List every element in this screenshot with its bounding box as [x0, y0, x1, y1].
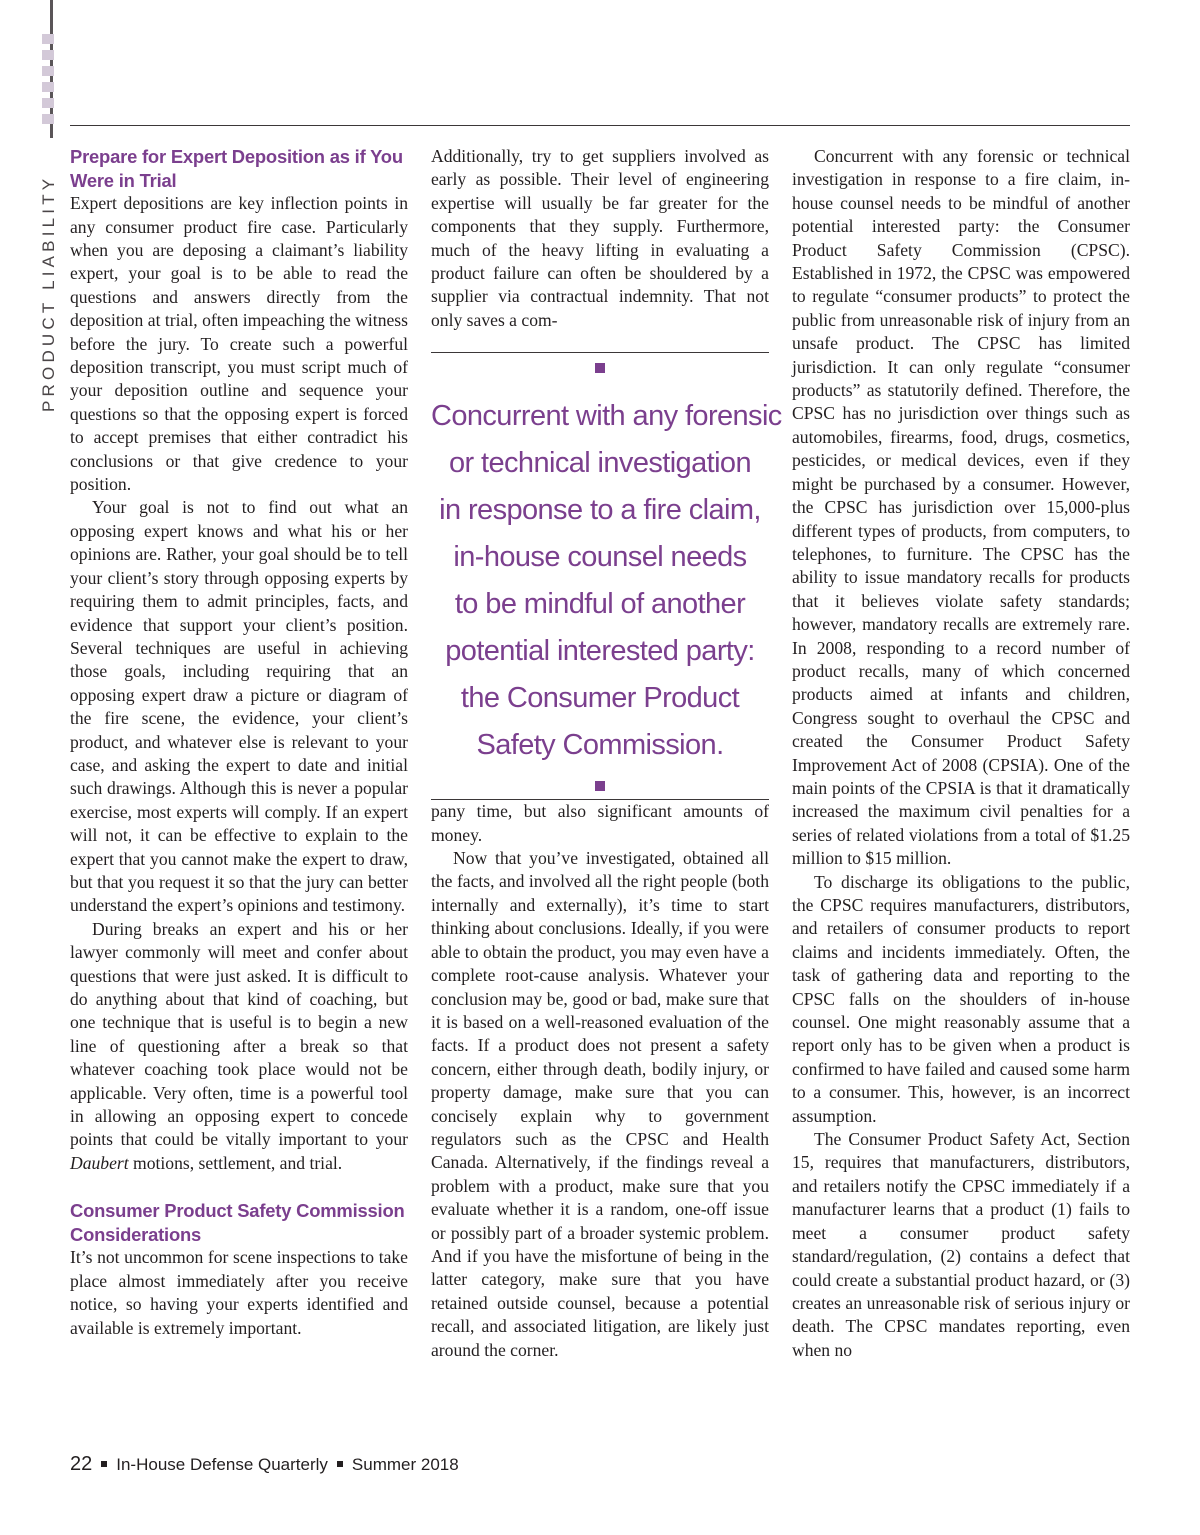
paragraph-text: Additionally, try to get suppliers involved as early as possible. Their level of engineering expertise will usually be far greater for the components that they supply. Furthermore, much of the heavy lifting in evaluating a product failure can often be shouldered by a supplier via contractual indemnity. That not only saves a com-	[431, 146, 769, 330]
case-name-italic: Daubert	[70, 1152, 129, 1173]
issue-date: Summer 2018	[351, 1455, 459, 1474]
side-bar-segment	[42, 50, 54, 60]
pull-quote-line: to be mindful of another	[454, 588, 746, 620]
column-1	[70, 145, 408, 1340]
pull-quote-line: in response to a fire claim,	[439, 494, 761, 526]
heading-expert-deposition: Prepare for Expert Deposition as if You Were in Trial	[70, 146, 403, 191]
paragraph: It’s not uncommon for scene inspections to take place almost immediately after you receive notice, so having your experts identified and available is extremely important.	[70, 1247, 408, 1338]
square-bullet-icon	[101, 1461, 107, 1467]
heading-cpsc-considerations: Consumer Product Safety Commission Considerations	[70, 1200, 405, 1245]
square-bullet-icon	[595, 363, 605, 373]
side-bar-segment	[42, 98, 54, 108]
pull-quote-text	[431, 393, 782, 769]
pull-quote-line: Safety Commission.	[476, 729, 724, 761]
paragraph: To discharge its obligations to the public, the CPSC requires manufacturers, distributors, and retailers of consumer products to report claims and incidents immediately. Often, the task of gathering data and reporting to the CPSC falls on the shoulders of in-house counsel. One might reasonably assume that a report only has to be given when a product is confirmed to have failed and caused some harm to a consumer. This, however, is an incorrect assumption.	[792, 871, 1130, 1126]
paragraph-text: During breaks an expert and his or her lawyer commonly will meet and confer about questions that were just asked. It is difficult to do anything about that kind of coaching, but one technique that is useful is to begin a new line of questioning after a break so that whatever coaching took place would not be applicable. Very often, time is a powerful tool in allowing an opposing expert to concede points that could be vitally important to your	[70, 918, 408, 1150]
paragraph-text: motions, settlement, and trial.	[128, 1152, 343, 1173]
page-number: 22	[70, 1453, 93, 1475]
paragraph: Now that you’ve investigated, obtained all the facts, and involved all the right people (both internally and externally), it’s time to start thinking about conclusions. Ideally, if you were able to obtain the product, you may even have a complete root-cause analysis. Whatever your conclusion may be, good or bad, make sure that it is based on a well-reasoned evaluation of the facts. If a product does not present a safety concern, either through death, bodily injury, or property damage, make sure that you can concisely explain why to government regulators such as the CPSC and Health Canada. Alternatively, if the findings reveal a problem with a product, make sure that you evaluate whether it is a random, one-off issue or possibly part of a broader systemic problem. And if you have the misfortune of being in the latter category, make sure that you have retained outside counsel, because a potential recall, and associated litigation, are likely just around the corner.	[431, 848, 769, 1360]
pull-quote-line: Concurrent with any forensic	[431, 400, 782, 432]
section-side-label: PRODUCT LIABILITY	[39, 174, 58, 412]
pull-quote-line: or technical investigation	[449, 447, 751, 479]
pull-quote-line: in-house counsel needs	[453, 541, 747, 573]
top-rule	[70, 125, 1130, 126]
square-bullet-icon	[337, 1461, 343, 1467]
side-bar-segment	[42, 114, 54, 124]
pull-quote	[431, 352, 782, 800]
publication-name: In-House Defense Quarterly	[116, 1455, 328, 1474]
square-bullet-icon	[595, 781, 605, 791]
paragraph-text: pany time, but also significant amounts of money.	[431, 801, 769, 845]
paragraph: Concurrent with any forensic or technical investigation in response to a fire claim, in-house counsel needs to be mindful of another potential interested party: the Consumer Product Safety Commission (CPSC). Established in 1972, the CPSC was empowered to regulate “consumer products” to protect the public from unreasonable risk of injury from an unsafe product. The CPSC has limited jurisdiction. It can only regulate “consumer products” as statutorily defined. Therefore, the CPSC has no jurisdiction over things such as automobiles, firearms, food, drugs, cosmetics, pesticides, or medical devices, even if they might be purchased by a consumer. However, the CPSC has jurisdiction over 15,000-plus different types of products, from computers, to telephones, to furniture. The CPSC has the ability to issue mandatory recalls for products that it believes violate safety standards; however, mandatory recalls are extremely rare. In 2008, responding to a record number of product recalls, many of which concerned products aimed at infants and children, Congress sought to overhaul the CPSC and created the Consumer Product Safety Improvement Act of 2008 (CPSIA). One of the main points of the CPSIA is that it dramatically increased the maximum civil penalties for a series of related violations from a total of $1.25 million to $15 million.	[792, 146, 1130, 869]
side-bar-segment	[42, 66, 54, 76]
page-footer	[70, 1453, 459, 1476]
pull-quote-line: the Consumer Product	[460, 682, 740, 714]
decorative-side-bar	[40, 0, 58, 138]
side-bar-segment	[42, 82, 54, 92]
column-3	[792, 145, 1130, 1362]
paragraph: The Consumer Product Safety Act, Section 15, requires that manufacturers, distributors, and retailers notify the CPSC immediately if a manufacturer learns that a product (1) fails to meet a consumer product safety standard/regulation, (2) contains a defect that could create a substantial product hazard, or (3) creates an unreasonable risk of serious injury or death. The CPSC mandates reporting, even when no	[792, 1129, 1130, 1360]
pull-quote-line: potential interested party:	[445, 635, 755, 667]
paragraph	[70, 918, 408, 1175]
side-bar-segment	[42, 34, 54, 44]
paragraph: Expert depositions are key inflection points in any consumer product fire case. Particularly when you are deposing a claimant’s liability expert, your goal is to be able to read the questions and answers directly from the deposition at trial, often impeaching the witness before the jury. To create such a powerful deposition transcript, you must script much of your deposition outline and sequence your questions so that the opposing expert is forced to accept premises that either contradict his conclusions or that give credence to your position.	[70, 193, 408, 495]
paragraph: Your goal is not to find out what an opposing expert knows and what his or her opinions are. Rather, your goal should be to tell your client’s story through opposing experts by requiring them to admit principles, facts, and evidence that support your client’s position. Several techniques are useful in achieving those goals, including requiring that an opposing expert draw a picture or diagram of the fire scene, the evidence, your client’s product, and whatever else is relevant to your case, and asking the expert to date and initial such drawings. Although this is never a popular exercise, most experts will comply. If an expert will not, it can be effective to explain to the expert that you cannot make the expert to draw, but that you request it so that the jury can better understand the expert’s opinions and testimony.	[70, 497, 408, 916]
